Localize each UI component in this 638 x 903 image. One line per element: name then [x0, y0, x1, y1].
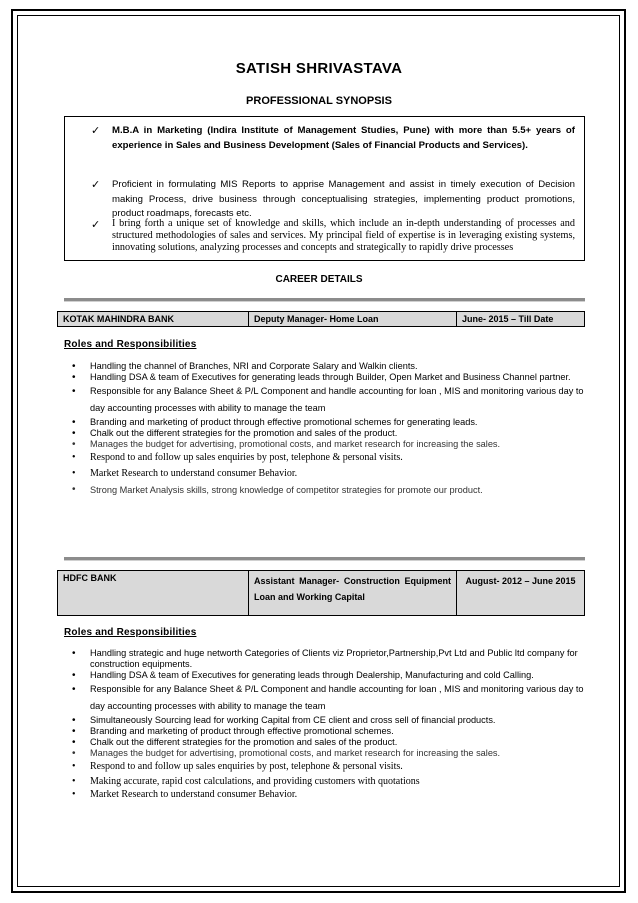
- check-icon: ✓: [91, 219, 101, 231]
- job-period: August- 2012 – June 2015: [457, 571, 585, 616]
- roles-heading: Roles and Responsibilities: [64, 627, 197, 638]
- section-divider: [64, 298, 585, 302]
- list-item: • Simultaneously Sourcing lead for working Capital from CE client and cross sell of financial products.: [64, 715, 584, 726]
- list-item: • Manages the budget for advertising, promotional costs, and market research for increasing the sales.: [64, 748, 584, 759]
- job-header-table: [57, 570, 585, 616]
- job-role: Deputy Manager- Home Loan: [249, 312, 457, 327]
- list-item: • Chalk out the different strategies for the promotion and sales of the product.: [64, 737, 584, 748]
- company-name: KOTAK MAHINDRA BANK: [58, 312, 249, 327]
- list-item: • Market Research to understand consumer Behavior.: [64, 789, 584, 800]
- list-item: • Market Research to understand consumer Behavior.: [64, 466, 584, 482]
- list-item: • Branding and marketing of product through effective promotional schemes.: [64, 726, 584, 737]
- list-item: • Handling strategic and huge networth Categories of Clients viz Proprietor,Partnership,Pvt Ltd and Public ltd company for construction equipments.: [64, 648, 584, 670]
- list-item: • Responsible for any Balance Sheet & P/L Component and handle accounting for loan , MIS and monitoring various day to day accounting processes with ability to manage the team: [64, 681, 584, 715]
- synopsis-box: [64, 116, 585, 261]
- list-item: • Respond to and follow up sales enquiries by post, telephone & personal visits.: [64, 450, 584, 466]
- job-period: June- 2015 – Till Date: [457, 312, 585, 327]
- list-item: • Strong Market Analysis skills, strong knowledge of competitor strategies for promote our product.: [64, 482, 584, 498]
- list-item: • Handling DSA & team of Executives for generating leads through Builder, Open Market and Business Channel partner.: [64, 372, 584, 383]
- synopsis-item-text: M.B.A in Marketing (Indira Institute of Management Studies, Pune) with more than 5.5+ years of experience in Sales and Business Development (Sales of Financial Products and Services).: [112, 125, 575, 151]
- roles-heading: Roles and Responsibilities: [64, 339, 197, 350]
- list-item: • Branding and marketing of product through effective promotional schemes for generating leads.: [64, 417, 584, 428]
- job-role: Assistant Manager- Construction Equipment Loan and Working Capital: [249, 571, 457, 616]
- list-item: • Making accurate, rapid cost calculations, and providing customers with quotations: [64, 774, 584, 789]
- list-item: • Handling DSA & team of Executives for generating leads through Dealership, Manufacturing and cold Calling.: [64, 670, 584, 681]
- check-icon: ✓: [91, 125, 101, 137]
- company-name: HDFC BANK: [58, 571, 249, 616]
- responsibility-list: [64, 361, 584, 498]
- list-item: • Chalk out the different strategies for the promotion and sales of the product.: [64, 428, 584, 439]
- check-icon: ✓: [91, 179, 101, 191]
- candidate-name: SATISH SHRIVASTAVA: [235, 60, 403, 77]
- list-item: • Respond to and follow up sales enquiries by post, telephone & personal visits.: [64, 759, 584, 774]
- list-item: • Responsible for any Balance Sheet & P/L Component and handle accounting for loan , MIS and monitoring various day to day accounting processes with ability to manage the team: [64, 383, 584, 417]
- career-heading: CAREER DETAILS: [275, 274, 363, 285]
- job-header-table: [57, 311, 585, 327]
- synopsis-item-text: Proficient in formulating MIS Reports to apprise Management and assist in timely execution of Decision making Process, drive business through conceptualising strategies, implementing product promotions, product roadmaps, forecasts etc.: [112, 179, 575, 219]
- synopsis-item-text: I bring forth a unique set of knowledge and skills, which include an in-depth understanding of processes and structured methodologies of sales and services. My principal field of expertise is in leveraging existing systems, innovating solutions, analyzing processes and concepts and strategically to rapidly drive processes: [112, 218, 575, 253]
- list-item: • Manages the budget for advertising, promotional costs, and market research for increasing the sales.: [64, 439, 584, 450]
- responsibility-list: [64, 648, 584, 800]
- synopsis-heading: PROFESSIONAL SYNOPSIS: [246, 95, 392, 107]
- list-item: • Handling the channel of Branches, NRI and Corporate Salary and Walkin clients.: [64, 361, 584, 372]
- section-divider: [64, 557, 585, 561]
